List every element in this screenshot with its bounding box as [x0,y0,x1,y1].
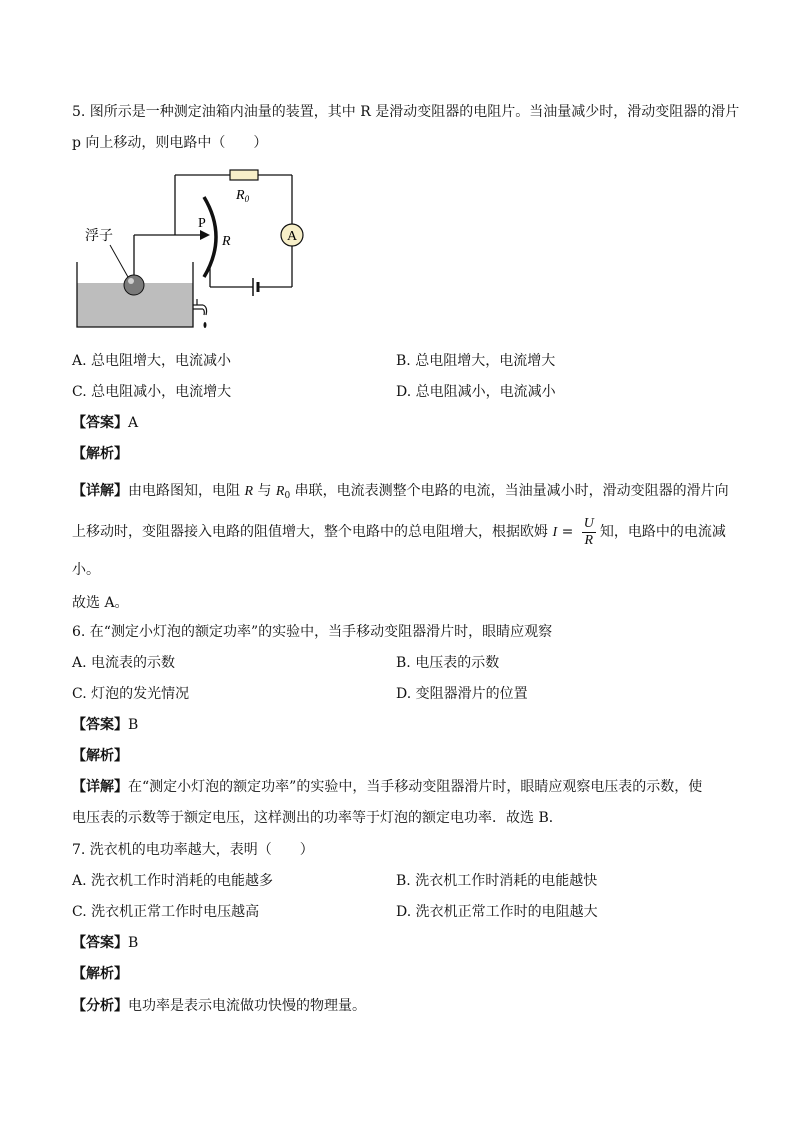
ammeter-label: A [287,229,298,244]
answer-tag: 【答案】 [72,717,128,733]
fenxi-tag: 【分析】 [72,998,128,1014]
q6-analysis-tag: 【解析】 [72,748,128,764]
fraction-denominator: R [584,532,594,548]
q7-stem: 7. 洗衣机的电功率越大，表明（ ） [72,842,314,858]
detail-text: 上移动时，变阻器接入电路的阻值增大，整个电路中的总电阻增大，根据欧姆 [72,524,553,540]
q5-detail-line1 [72,481,729,506]
q6-answer-line [72,715,138,735]
q5-stem-line2: p 向上移动，则电路中（ ） [72,135,268,151]
q7-option-a: A. 洗衣机工作时消耗的电能越多 [72,873,274,889]
slider-label: P [198,216,206,231]
resistor-r0 [230,170,258,180]
float-label: 浮子 [85,229,113,244]
answer-tag: 【答案】 [72,415,128,431]
q7-option-c: C. 洗衣机正常工作时电压越高 [72,904,260,920]
answer-tag: 【答案】 [72,935,128,951]
q7-option-d: D. 洗衣机正常工作时的电阻越大 [396,904,598,920]
fenxi-text: 电功率是表示电流做功快慢的物理量。 [128,998,366,1014]
q6-answer: B [128,717,139,733]
rheostat-label: R [222,234,231,249]
equals-sign: = [557,524,578,540]
q6-option-b: B. 电压表的示数 [396,655,500,671]
fraction-numerator: U [583,515,594,531]
oil-gauge-circuit-figure [70,165,310,340]
detail-text: 串联，电流表测整个电路的电流，当油量减小时，滑动变阻器的滑片向 [290,483,729,499]
ohm-fraction [582,516,596,549]
float-ball [124,275,144,295]
q5-option-c: C. 总电阻减小，电流增大 [72,384,232,400]
var-r0: R [275,484,285,499]
detail-tag: 【详解】 [72,483,128,499]
q6-stem: 6. 在“测定小灯泡的额定功率”的实验中，当手移动变阻器滑片时，眼睛应观察 [72,624,553,640]
resistor-r0-label: $R_0$ [236,188,250,204]
q5-analysis-tag: 【解析】 [72,446,128,462]
q5-option-d: D. 总电阻减小，电流减小 [396,384,556,400]
q5-detail-line2 [72,514,726,551]
q7-analysis-tag: 【解析】 [72,966,128,982]
q6-option-d: D. 变阻器滑片的位置 [396,686,528,702]
q5-stem-line1: 5. 图所示是一种测定油箱内油量的装置，其中 R 是滑动变阻器的电阻片。当油量减少时，滑动变阻器的滑片 [72,104,740,120]
detail-text: 在“测定小灯泡的额定功率”的实验中，当手移动变阻器滑片时，眼睛应观察电压表的示数，使 [128,779,703,795]
var-r0-sub: 0 [284,491,291,501]
q7-answer-line [72,933,138,953]
q7-fenxi-line [72,996,366,1016]
detail-text: 由电路图知，电阻 [128,483,245,499]
q6-detail-line1 [72,777,702,797]
q6-detail-line2: 电压表的示数等于额定电压，这样测出的功率等于灯泡的额定电功率．故选 B． [72,810,563,826]
q5-conclusion: 故选 A。 [72,595,129,611]
q5-answer: A [128,415,139,431]
q6-option-a: A. 电流表的示数 [72,655,176,671]
var-r: R [244,484,254,499]
var-i: I [552,525,558,540]
detail-text: 知，电路中的电流减 [599,524,726,540]
drain-tap [193,299,207,315]
q5-answer-line [72,413,138,433]
detail-text: 与 [253,483,276,499]
q5-option-b: B. 总电阻增大，电流增大 [396,353,556,369]
detail-tag: 【详解】 [72,779,128,795]
q5-option-a: A. 总电阻增大，电流减小 [72,353,232,369]
q7-answer: B [128,935,139,951]
q5-detail-line3: 小。 [72,562,100,578]
q6-option-c: C. 灯泡的发光情况 [72,686,190,702]
q7-option-b: B. 洗衣机工作时消耗的电能越快 [396,873,598,889]
